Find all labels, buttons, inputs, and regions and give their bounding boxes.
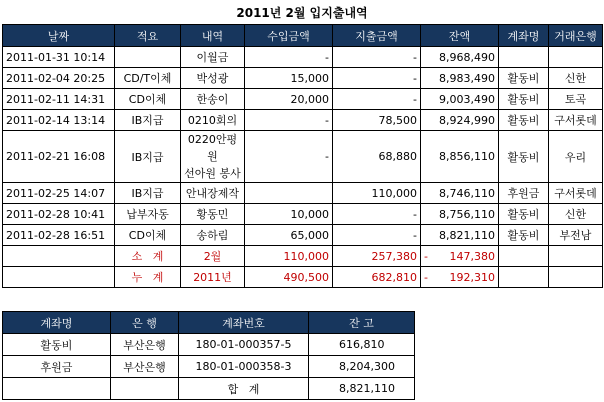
balance-cell: 8,856,110: [421, 131, 499, 183]
date-cell: 2011-02-14 13:14: [3, 110, 115, 131]
memo-cell: CD이체: [115, 225, 181, 246]
income-cell: 15,000: [245, 68, 333, 89]
date-cell: 2011-02-11 14:31: [3, 89, 115, 110]
balance-cell: 8,821,110: [421, 225, 499, 246]
bank-cell: 구서롯데: [549, 183, 603, 204]
subtotal-period: 2월: [181, 246, 245, 267]
memo-cell: CD이체: [115, 89, 181, 110]
account-cell: 활동비: [499, 110, 549, 131]
account-number-cell: 180-01-000357-5: [179, 334, 309, 356]
subtotal-income: 110,000: [245, 246, 333, 267]
table-row: [3, 68, 603, 89]
detail-cell: 송하림: [181, 225, 245, 246]
accounts-table: [2, 311, 415, 400]
total-income: 490,500: [245, 267, 333, 288]
table-row: [3, 356, 415, 378]
date-cell: 2011-02-25 14:07: [3, 183, 115, 204]
bank-cell: 구서롯데: [549, 110, 603, 131]
income-cell: 10,000: [245, 204, 333, 225]
expense-cell: 78,500: [333, 110, 421, 131]
account-name-cell: 활동비: [3, 334, 111, 356]
col-balance: 잔액: [421, 25, 499, 47]
header-row: [3, 312, 415, 334]
table-row: [3, 131, 603, 183]
balance-cell: 8,968,490: [421, 47, 499, 68]
table-row: [3, 204, 603, 225]
expense-cell: -: [333, 204, 421, 225]
table-row: [3, 47, 603, 68]
total-dash: -: [424, 270, 428, 284]
bank-cell: 신한: [549, 68, 603, 89]
expense-cell: -: [333, 89, 421, 110]
date-cell: 2011-02-21 16:08: [3, 131, 115, 183]
income-cell: -: [245, 131, 333, 183]
balance-cell: 8,983,490: [421, 68, 499, 89]
accounts-total-label: 합 계: [179, 378, 309, 400]
date-cell: 2011-01-31 10:14: [3, 47, 115, 68]
col-expense: 지출금액: [333, 25, 421, 47]
bank-cell: 우리: [549, 131, 603, 183]
page-title: 2011년 2월 입지출내역: [236, 6, 368, 20]
detail-cell: 이월금: [181, 47, 245, 68]
col-account: 계좌명: [499, 25, 549, 47]
accounts-total-balance: 8,821,110: [309, 378, 415, 400]
col-date: 날짜: [3, 25, 115, 47]
memo-cell: IB지급: [115, 131, 181, 183]
col-memo: 적요: [115, 25, 181, 47]
detail-cell: 박성광: [181, 68, 245, 89]
col-detail: 내역: [181, 25, 245, 47]
memo-cell: [115, 47, 181, 68]
income-cell: -: [245, 47, 333, 68]
col-account-name: 계좌명: [3, 312, 111, 334]
header-row: [3, 25, 603, 47]
income-cell: 65,000: [245, 225, 333, 246]
income-cell: -: [245, 110, 333, 131]
balance-cell: 8,746,110: [421, 183, 499, 204]
expense-cell: -: [333, 68, 421, 89]
subtotal-label: 소 계: [115, 246, 181, 267]
account-cell: 활동비: [499, 68, 549, 89]
bank-cell: [549, 47, 603, 68]
date-cell: 2011-02-28 10:41: [3, 204, 115, 225]
table-row: [3, 89, 603, 110]
expense-cell: 68,880: [333, 131, 421, 183]
transactions-table: [2, 24, 603, 288]
memo-cell: IB지급: [115, 110, 181, 131]
account-number-cell: 180-01-000358-3: [179, 356, 309, 378]
account-name-cell: 후원금: [3, 356, 111, 378]
expense-cell: -: [333, 47, 421, 68]
subtotal-balance-cell: [421, 246, 499, 267]
account-cell: 활동비: [499, 225, 549, 246]
detail-cell: 한송이: [181, 89, 245, 110]
total-expense: 682,810: [333, 267, 421, 288]
detail-cell: 0220안평원 선아원 봉사: [181, 131, 245, 183]
bank-cell: 신한: [549, 204, 603, 225]
subtotal-expense: 257,380: [333, 246, 421, 267]
memo-cell: 납부자동: [115, 204, 181, 225]
account-cell: 활동비: [499, 131, 549, 183]
subtotal-balance: 147,380: [449, 249, 495, 263]
balance-cell: 8,924,990: [421, 110, 499, 131]
account-balance-cell: 8,204,300: [309, 356, 415, 378]
total-balance: 192,310: [449, 270, 495, 284]
total-balance-cell: [421, 267, 499, 288]
account-cell: [499, 47, 549, 68]
subtotal-dash: -: [424, 249, 428, 263]
detail-cell: 0210회의: [181, 110, 245, 131]
income-cell: 20,000: [245, 89, 333, 110]
income-cell: [245, 183, 333, 204]
account-cell: 활동비: [499, 204, 549, 225]
balance-cell: 8,756,110: [421, 204, 499, 225]
detail-cell: 안내장제작: [181, 183, 245, 204]
detail-cell: 황동민: [181, 204, 245, 225]
bank-name-cell: 부산은행: [111, 356, 179, 378]
date-cell: 2011-02-04 20:25: [3, 68, 115, 89]
expense-cell: 110,000: [333, 183, 421, 204]
table-row: [3, 183, 603, 204]
accounts-total-row: [3, 378, 415, 400]
table-row: [3, 110, 603, 131]
subtotal-row: [3, 246, 603, 267]
bank-cell: 토곡: [549, 89, 603, 110]
total-period: 2011년: [181, 267, 245, 288]
table-row: [3, 225, 603, 246]
col-bank-name: 은 행: [111, 312, 179, 334]
balance-cell: 9,003,490: [421, 89, 499, 110]
bank-name-cell: 부산은행: [111, 334, 179, 356]
col-bank: 거래은행: [549, 25, 603, 47]
col-income: 수입금액: [245, 25, 333, 47]
memo-cell: CD/T이체: [115, 68, 181, 89]
col-account-number: 계좌번호: [179, 312, 309, 334]
total-label: 누 계: [115, 267, 181, 288]
table-row: [3, 334, 415, 356]
bank-cell: 부전남: [549, 225, 603, 246]
memo-cell: IB지급: [115, 183, 181, 204]
col-account-balance: 잔 고: [309, 312, 415, 334]
account-cell: 활동비: [499, 89, 549, 110]
total-row: [3, 267, 603, 288]
account-balance-cell: 616,810: [309, 334, 415, 356]
account-cell: 후원금: [499, 183, 549, 204]
expense-cell: -: [333, 225, 421, 246]
date-cell: 2011-02-28 16:51: [3, 225, 115, 246]
